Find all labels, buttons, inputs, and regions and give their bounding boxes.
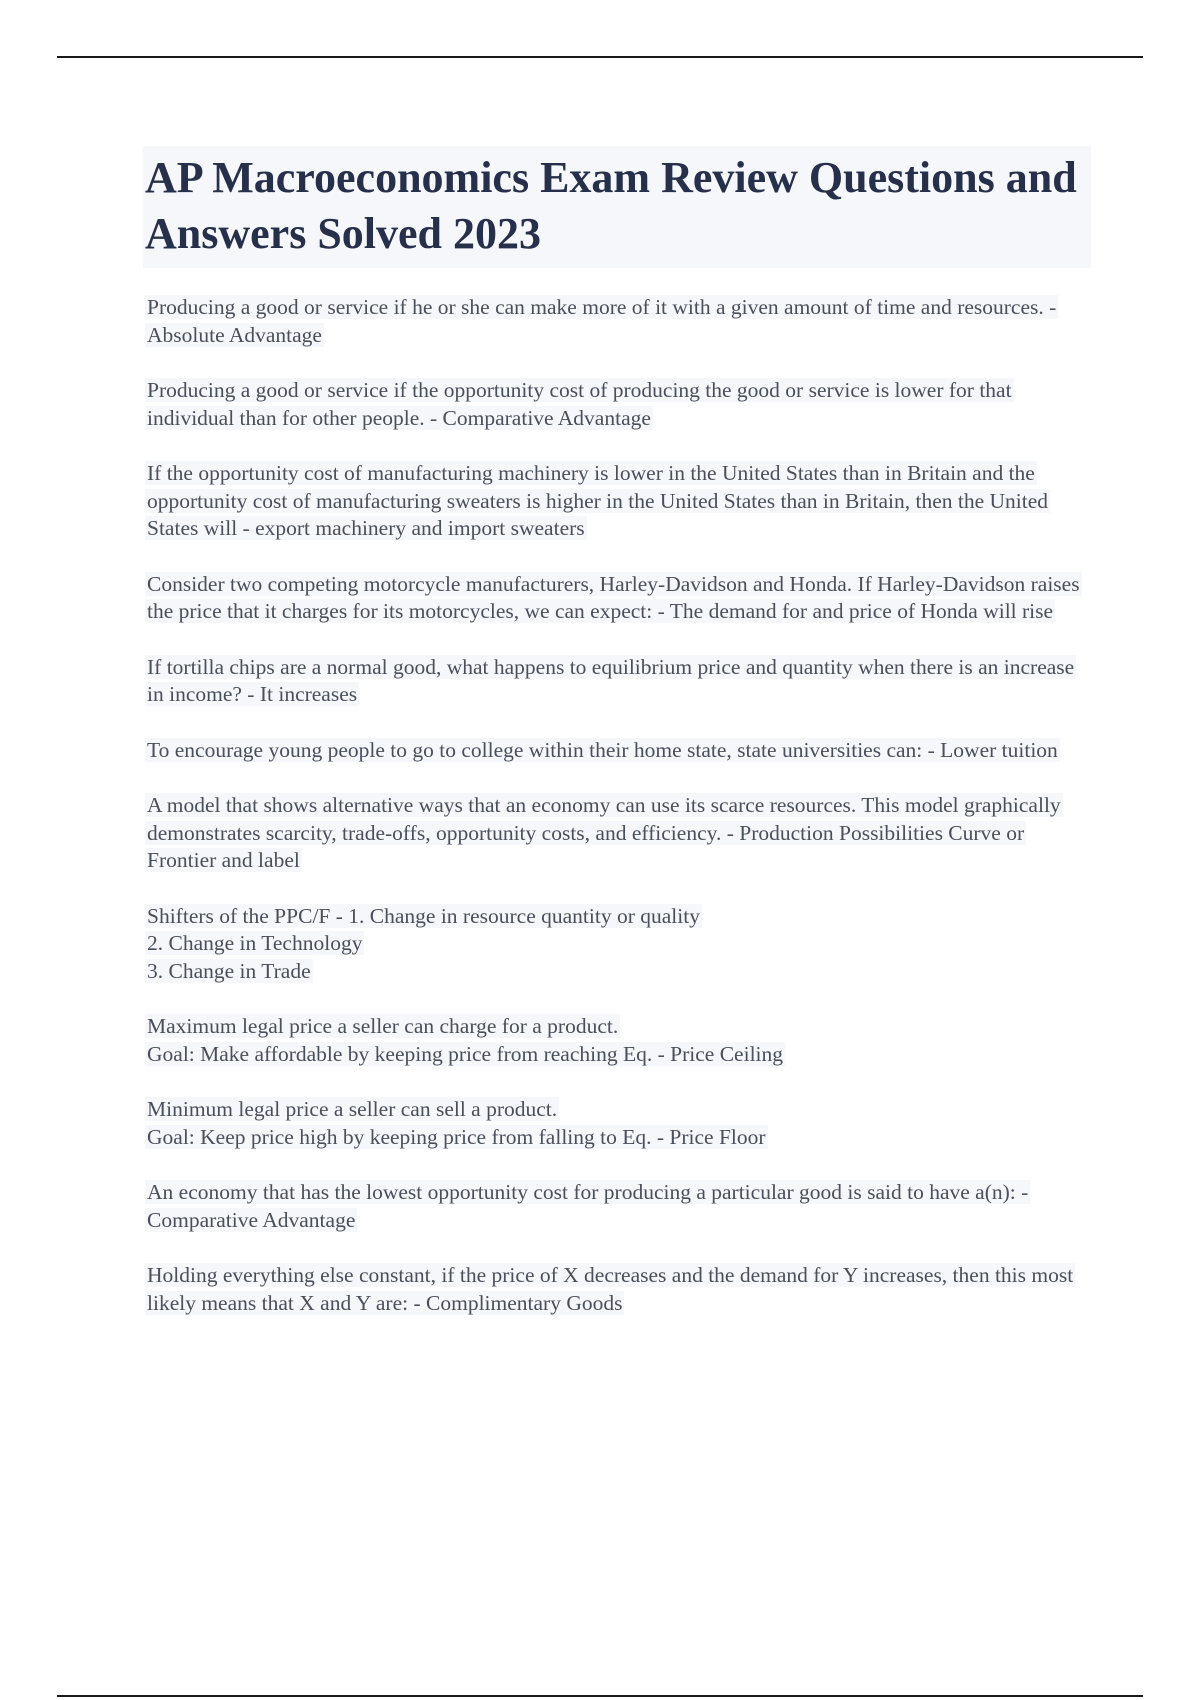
qa-entry: Shifters of the PPC/F - 1. Change in resource quantity or quality 2. Change in Technology 3. Change in Trade: [147, 903, 700, 983]
qa-entry: Producing a good or service if he or she can make more of it with a given amount of time and resources. - Absolute Advantage: [147, 295, 1057, 347]
qa-entry: Minimum legal price a seller can sell a product. Goal: Keep price high by keeping price from falling to Eq. - Price Floor: [147, 1097, 766, 1149]
document-title: AP Macroeconomics Exam Review Questions and Answers Solved 2023: [145, 153, 1077, 258]
qa-entry: If tortilla chips are a normal good, what happens to equilibrium price and quantity when there is an increase in income? - It increases: [147, 654, 1075, 706]
title-block: [143, 146, 1091, 268]
qa-entry: Maximum legal price a seller can charge for a product. Goal: Make affordable by keeping price from reaching Eq. - Price Ceiling: [147, 1014, 784, 1066]
top-rule: [57, 56, 1143, 58]
document-body: [145, 146, 1091, 1345]
qa-entry: A model that shows alternative ways that an economy can use its scarce resources. This model graphically demonstrates scarcity, trade-offs, opportunity costs, and efficiency. - Production Possibilities Curve or Frontier and label: [147, 793, 1061, 872]
qa-entry: An economy that has the lowest opportunity cost for producing a particular good is said to have a(n): - Comparative Advantage: [147, 1180, 1029, 1232]
qa-list: [145, 294, 1091, 1317]
qa-entry: Holding everything else constant, if the price of X decreases and the demand for Y increases, then this most likely means that X and Y are: - Complimentary Goods: [147, 1263, 1074, 1315]
qa-entry: If the opportunity cost of manufacturing machinery is lower in the United States than in Britain and the opportunity cost of manufacturing sweaters is higher in the United States than in Britain, then the United States will - export machinery and import sweaters: [147, 461, 1049, 540]
qa-entry: Producing a good or service if the opportunity cost of producing the good or service is lower for that individual than for other people. - Comparative Advantage: [147, 378, 1012, 430]
bottom-rule: [57, 1695, 1143, 1697]
qa-entry: To encourage young people to go to college within their home state, state universities can: - Lower tuition: [147, 737, 1058, 762]
qa-entry: Consider two competing motorcycle manufacturers, Harley-Davidson and Honda. If Harley-Davidson raises the price that it charges for its motorcycles, we can expect: - The demand for and price of Honda will rise: [147, 571, 1080, 623]
